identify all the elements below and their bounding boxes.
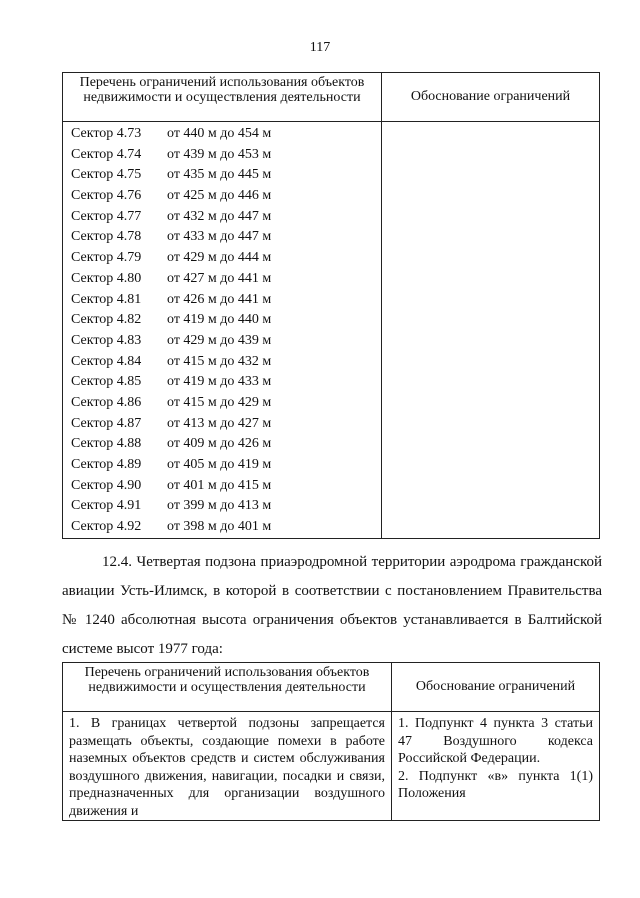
justification-text xyxy=(392,712,600,821)
sector-height-range: от 419 м до 440 м xyxy=(167,312,272,328)
sector-name: Сектор 4.84 xyxy=(71,353,142,369)
sector-name: Сектор 4.75 xyxy=(71,167,142,183)
sector-name: Сектор 4.85 xyxy=(71,374,142,390)
justification-cell-empty xyxy=(382,122,600,539)
sector-height-range: от 433 м до 447 м xyxy=(167,229,272,245)
sector-height-range: от 435 м до 445 м xyxy=(167,167,272,183)
sector-height-range: от 413 м до 427 м xyxy=(167,415,272,431)
sector-name: Сектор 4.80 xyxy=(71,270,142,286)
sector-height-range: от 429 м до 439 м xyxy=(167,332,272,348)
table-header-row xyxy=(63,73,600,122)
sector-row xyxy=(71,310,381,331)
sector-height-range: от 429 м до 444 м xyxy=(167,250,272,266)
sector-height-range: от 401 м до 415 м xyxy=(167,477,272,493)
sector-row xyxy=(71,290,381,311)
page-number: 117 xyxy=(309,40,331,55)
sector-height-range: от 440 м до 454 м xyxy=(167,126,272,141)
justification-item-1: 1. Подпункт 4 пункта 3 статьи 47 Воздушного кодекса Российской Федерации. xyxy=(398,716,593,766)
sector-height-range: от 427 м до 441 м xyxy=(167,270,272,286)
header-restrictions-list: Перечень ограничений использования объектов недвижимости и осуществления деятельности xyxy=(63,663,392,712)
sector-height-range: от 419 м до 433 м xyxy=(167,374,272,390)
sector-row xyxy=(71,269,381,290)
paragraph-text: 12.4. Четвертая подзона приаэродромной территории аэродрома гражданской авиации Усть-Илимск, в которой в соответствии с постановлением Правительства № 1240 абсолютная высота ограничения объектов устанавливается в Балтийской системе высот 1977 года: xyxy=(62,554,602,657)
justification-item-2: 2. Подпункт «в» пункта 1(1) Положения xyxy=(398,768,593,801)
sector-row xyxy=(71,331,381,352)
sector-name: Сектор 4.76 xyxy=(71,188,142,204)
sector-height-range: от 398 м до 401 м xyxy=(167,519,272,535)
sector-row xyxy=(71,186,381,207)
sector-height-range: от 405 м до 419 м xyxy=(167,457,272,472)
sector-height-range: от 409 м до 426 м xyxy=(167,436,272,452)
sector-row xyxy=(71,496,381,517)
header-justification: Обоснование ограничений xyxy=(382,73,600,122)
sector-row xyxy=(71,248,381,269)
sector-row xyxy=(71,372,381,393)
sector-row xyxy=(71,145,381,166)
sector-height-range: от 439 м до 453 м xyxy=(167,146,272,162)
sector-row xyxy=(71,165,381,186)
subzone-paragraph xyxy=(62,548,602,664)
table-body-row xyxy=(63,122,600,539)
sector-height-range: от 426 м до 441 м xyxy=(167,291,272,307)
sector-row xyxy=(71,434,381,455)
sector-name: Сектор 4.73 xyxy=(71,126,142,141)
sector-name: Сектор 4.78 xyxy=(71,229,142,245)
sector-row xyxy=(71,414,381,435)
sector-name: Сектор 4.88 xyxy=(71,436,142,452)
header-restrictions-list: Перечень ограничений использования объектов недвижимости и осуществления деятельности xyxy=(63,73,382,122)
header-justification: Обоснование ограничений xyxy=(392,663,600,712)
sector-height-range: от 399 м до 413 м xyxy=(167,498,272,514)
sector-name: Сектор 4.86 xyxy=(71,394,142,410)
sector-row xyxy=(71,517,381,538)
sector-row xyxy=(71,207,381,228)
sector-name: Сектор 4.79 xyxy=(71,250,142,266)
sector-row xyxy=(71,476,381,497)
sectors-cell xyxy=(63,122,382,539)
sector-height-range: от 432 м до 447 м xyxy=(167,208,272,224)
sector-name: Сектор 4.74 xyxy=(71,146,142,162)
sector-height-range: от 425 м до 446 м xyxy=(167,188,272,204)
sector-name: Сектор 4.92 xyxy=(71,519,142,535)
sector-list xyxy=(71,124,381,538)
sector-row xyxy=(71,393,381,414)
sector-name: Сектор 4.90 xyxy=(71,477,142,493)
sector-name: Сектор 4.82 xyxy=(71,312,142,328)
table-header-row xyxy=(63,663,600,712)
sector-name: Сектор 4.77 xyxy=(71,208,142,224)
sector-name: Сектор 4.91 xyxy=(71,498,142,514)
sector-name: Сектор 4.83 xyxy=(71,332,142,348)
subzone-four-table xyxy=(62,662,600,821)
sector-row xyxy=(71,455,381,476)
sector-name: Сектор 4.87 xyxy=(71,415,142,431)
sector-row xyxy=(71,352,381,373)
sector-row xyxy=(71,227,381,248)
sector-name: Сектор 4.89 xyxy=(71,457,142,472)
restriction-text: 1. В границах четвертой подзоны запрещается размещать объекты, создающие помехи в работе наземных объектов средств и систем обслуживания воздушного движения, навигации, посадки и связи, предназначенных для организации воздушного движения и xyxy=(63,712,392,821)
sector-height-range: от 415 м до 429 м xyxy=(167,394,272,410)
table-body-row xyxy=(63,712,600,821)
sector-row xyxy=(71,124,381,145)
sector-name: Сектор 4.81 xyxy=(71,291,142,307)
sector-height-range: от 415 м до 432 м xyxy=(167,353,272,369)
sector-restrictions-table xyxy=(62,72,600,539)
